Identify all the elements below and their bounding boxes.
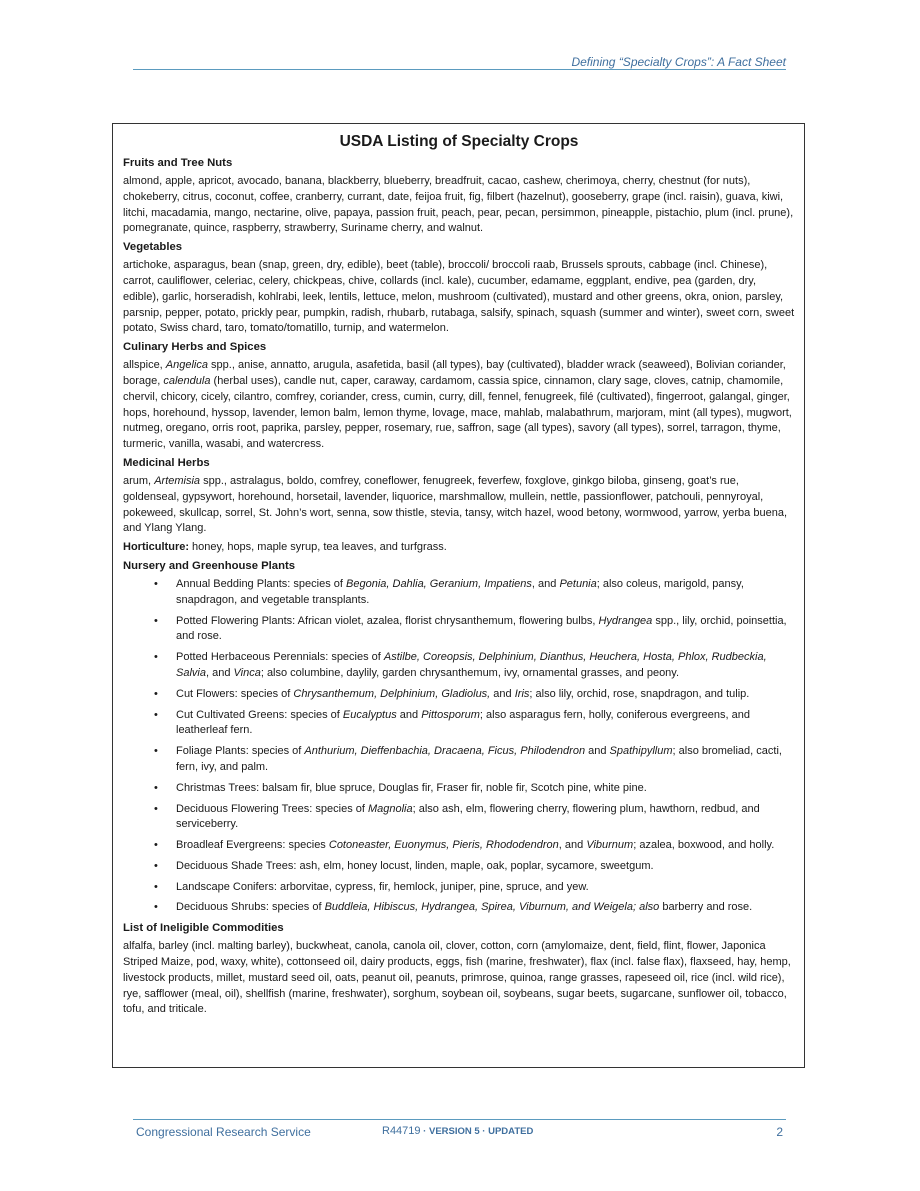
section-heading-fruits: Fruits and Tree Nuts <box>123 157 233 169</box>
list-item: • Cut Flowers: species of Chrysanthemum, Delphinium, Gladiolus, and Iris; also lily, orchid, rose, snapdragon, and tulip. <box>123 687 795 703</box>
section-heading-nursery: Nursery and Greenhouse Plants <box>123 559 296 572</box>
list-item: • Deciduous Shade Trees: ash, elm, honey locust, linden, maple, oak, poplar, sycamore, sweetgum. <box>123 859 795 875</box>
running-header-title: Defining “Specialty Crops”: A Fact Sheet <box>571 55 786 69</box>
page-footer <box>133 1119 786 1139</box>
section-heading-vegetables: Vegetables <box>123 241 183 254</box>
section-heading-medicinal: Medicinal Herbs <box>123 456 210 469</box>
section-text-fruits: almond, apple, apricot, avocado, banana, blackberry, blueberry, breadfruit, cacao, cashew, cherimoya, cherry, chestnut (for nuts), chokeberry, citrus, coconut, coffee, cranberry, currant, date, feijoa fruit, fig, filbert (hazelnut), gooseberry, grape (incl. raisin), guava, kiwi, litchi, macadamia, mango, nectarine, olive, papaya, passion fruit, peach, pear, pecan, persimmon, pineapple, pistachio, plum (incl. prune), pomegranate, quince, raspberry, strawberry, Suriname cherry, and walnut. <box>123 175 794 235</box>
section-text-vegetables: artichoke, asparagus, bean (snap, green, dry, edible), beet (table), broccoli/ broccoli raab, Brussels sprouts, cabbage (incl. Chinese), carrot, cauliflower, celeriac, celery, chickpeas, chive, collards (incl. kale), cucumber, edamame, eggplant, endive, pea (garden, dry, edible), garlic, horseradish, kohlrabi, leek, lentils, lettuce, melon, mushroom (cultivated), mustard and other greens, okra, onion, parsley, parsnip, pepper, potato, prickly pear, pumpkin, radish, rhubarb, rutabaga, salsify, spinach, squash (summer and winter), sweet corn, sweet potato, Swiss chard, taro, tomato/tomatillo, turnip, and watermelon. <box>123 259 795 335</box>
section-text-herbs: allspice, Angelica spp., anise, annatto, arugula, asafetida, basil (all types), bay (cultivated), bladder wrack (seaweed), Bolivian coriander, borage, calendula (herbal uses), candle nut, caper, caraway, cardamom, cassia spice, cinnamon, clary sage, cloves, catnip, chamomile, chervil, chicory, cicely, cilantro, comfrey, coriander, cress, cumin, curry, dill, fennel, fenugreek, filé (cultivated), fingerroot, galangal, ginger, hops, horehound, hyssop, lavender, lemon balm, lemon thyme, lovage, mace, mahlab, malabathrum, marjoram, mint (all types), mugwort, nutmeg, oregano, orris root, paprika, parsley, pepper, rosemary, rue, saffron, sage (all types), savory (all types), sorrel, tarragon, thyme, turmeric, vanilla, wasabi, and watercress. <box>123 359 792 451</box>
list-item: • Christmas Trees: balsam fir, blue spruce, Douglas fir, Fraser fir, noble fir, Scotch pine, white pine. <box>123 781 795 797</box>
list-item: • Potted Herbaceous Perennials: species of Astilbe, Coreopsis, Delphinium, Dianthus, Heuchera, Hosta, Phlox, Rudbeckia, Salvia, and Vinca; also columbine, daylily, garden chrysanthemum, ivy, ornamental grasses, and peony. <box>123 650 795 682</box>
footer-page-number: 2 <box>776 1125 783 1139</box>
box-title: USDA Listing of Specialty Crops <box>339 133 579 150</box>
section-heading-herbs: Culinary Herbs and Spices <box>123 341 267 354</box>
footer-report-id: R44719 · VERSION 5 · UPDATED <box>382 1125 534 1137</box>
list-item: • Landscape Conifers: arborvitae, cypress, fir, hemlock, juniper, pine, spruce, and yew. <box>123 880 795 896</box>
list-item: • Annual Bedding Plants: species of Begonia, Dahlia, Geranium, Impatiens, and Petunia; also coleus, marigold, pansy, snapdragon, and vegetable transplants. <box>123 577 795 609</box>
list-item: • Potted Flowering Plants: African violet, azalea, florist chrysanthemum, flowering bulbs, Hydrangea spp., lily, orchid, poinsettia, and rose. <box>123 614 795 646</box>
list-item: • Foliage Plants: species of Anthurium, Dieffenbachia, Dracaena, Ficus, Philodendron and Spathipyllum; also bromeliad, cacti, fern, ivy, and palm. <box>123 744 795 776</box>
list-item: • Cut Cultivated Greens: species of Eucalyptus and Pittosporum; also asparagus fern, holly, coniferous evergreens, and leatherleaf fern. <box>123 708 795 740</box>
footer-publisher: Congressional Research Service <box>136 1125 311 1139</box>
horticulture-line: Horticulture: honey, hops, maple syrup, tea leaves, and turfgrass. <box>123 541 447 554</box>
list-item: • Broadleaf Evergreens: species Cotoneaster, Euonymus, Pieris, Rhododendron, and Viburnum; azalea, boxwood, and holly. <box>123 838 795 854</box>
running-header <box>133 55 786 70</box>
specialty-crops-box <box>112 123 805 1068</box>
section-text-medicinal: arum, Artemisia spp., astralagus, boldo, comfrey, coneflower, fenugreek, feverfew, foxglove, ginkgo biloba, ginseng, goat’s rue, goldenseal, gypsywort, horehound, horsetail, lavender, liquorice, marshmallow, mullein, nettle, passionflower, patchouli, pennyroyal, pokeweed, skullcap, sorrel, St. John’s wort, senna, sow thistle, stevia, tansy, witch hazel, wood betony, wormwood, yarrow, yerba buena, and Ylang Ylang. <box>123 474 787 535</box>
section-text-ineligible: alfalfa, barley (incl. malting barley), buckwheat, canola, canola oil, clover, cotton, corn (amylomaize, dent, field, flint, flower, Japonica Striped Maize, pod, waxy, white), cottonseed oil, dairy products, eggs, fish (marine, freshwater), flax (incl. false flax), flaxseed, hay, hemp, livestock products, millet, mustard seed oil, oats, peanut oil, peanuts, primrose, quinoa, range grasses, rapeseed oil, rice (incl. wild rice), rye, safflower (meal, oil), shellfish (marine, freshwater), sorghum, soybean oil, soybeans, sugar beets, sugarcane, sunflower oil, tobacco, tofu, and triticale. <box>123 940 791 1016</box>
nursery-list <box>123 577 795 916</box>
list-item: • Deciduous Flowering Trees: species of Magnolia; also ash, elm, flowering cherry, flowering plum, hawthorn, redbud, and serviceberry. <box>123 802 795 834</box>
list-item: • Deciduous Shrubs: species of Buddleia, Hibiscus, Hydrangea, Spirea, Viburnum, and Weigela; also barberry and rose. <box>123 900 795 916</box>
horticulture-label: Horticulture: <box>123 541 189 554</box>
section-heading-ineligible: List of Ineligible Commodities <box>123 922 284 935</box>
